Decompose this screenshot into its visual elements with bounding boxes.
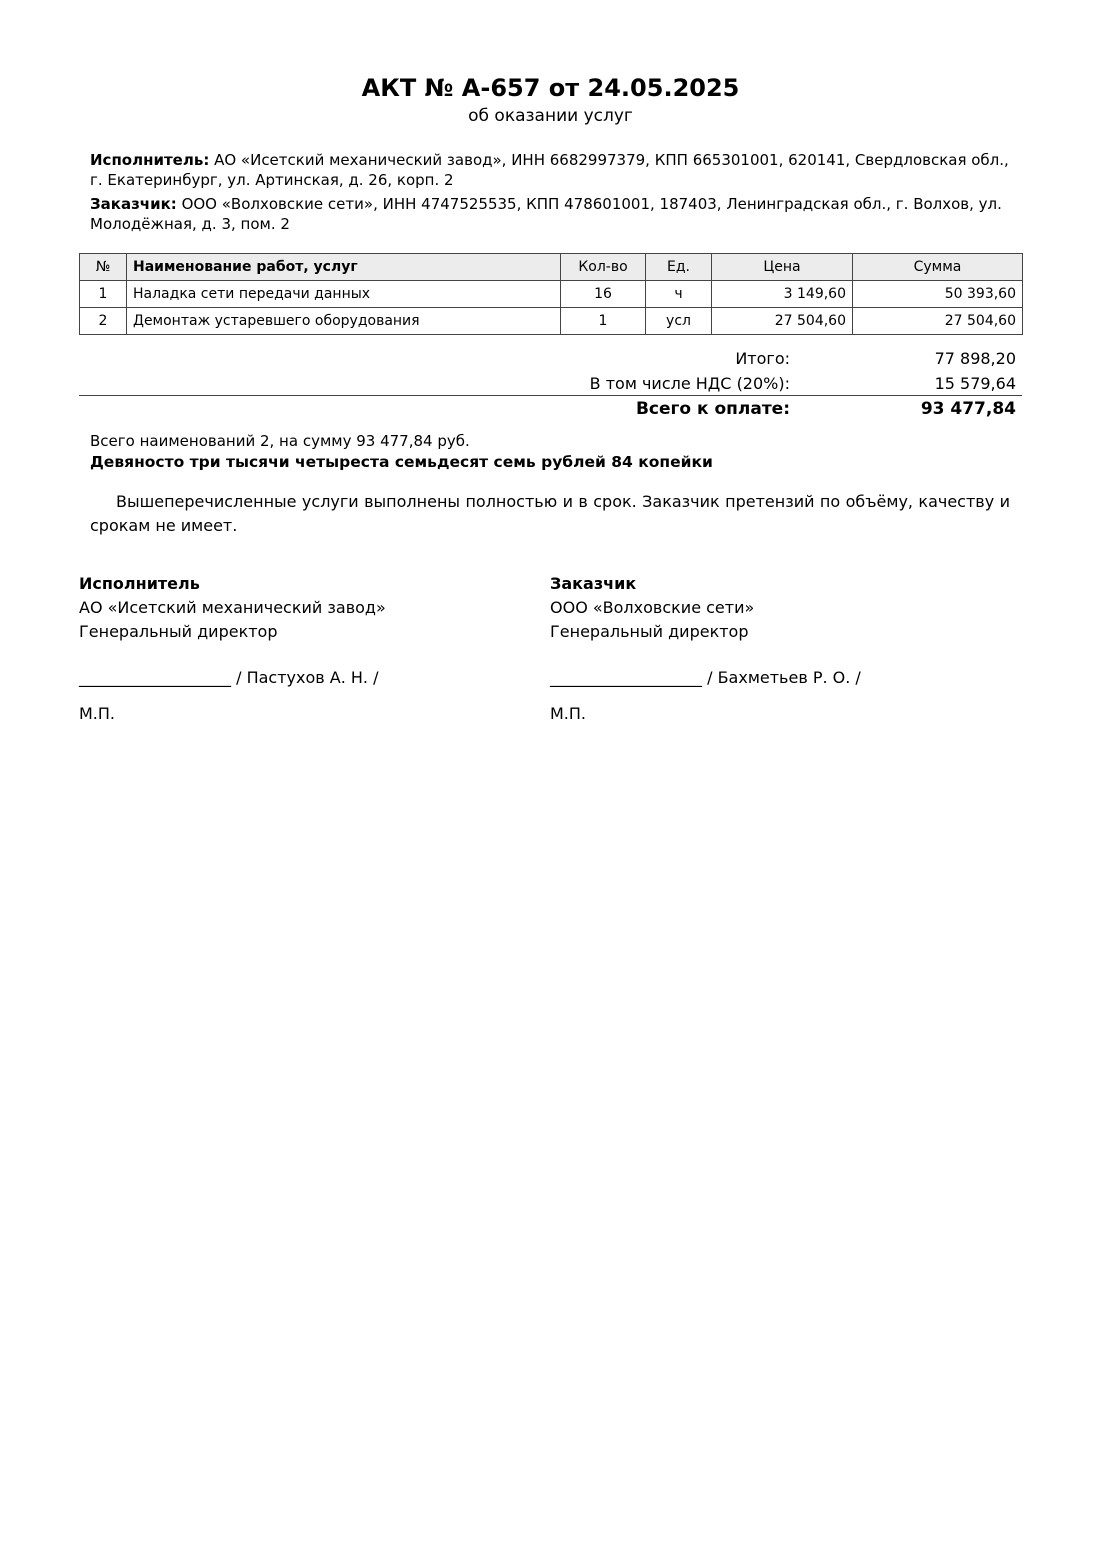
row-name: Демонтаж устаревшего оборудования (127, 308, 561, 335)
table-header-row (80, 254, 1023, 281)
row-sum: 50 393,60 (853, 281, 1023, 308)
col-header-name: Наименование работ, услуг (127, 254, 561, 281)
customer-sign-line: ___________________ / Бахметьев Р. О. / (550, 668, 861, 687)
executor-sign-heading: Исполнитель (79, 574, 200, 593)
customer-label: Заказчик: (90, 195, 177, 213)
services-table (79, 253, 1023, 335)
subtotal-label: Итого: (735, 349, 790, 368)
table-row (80, 281, 1023, 308)
executor-text: АО «Исетский механический завод», ИНН 6682997379, КПП 665301001, 620141, Свердловская обл., г. Екатеринбург, ул. Артинская, д. 26, корп. 2 (90, 151, 1009, 189)
items-count-line: Всего наименований 2, на сумму 93 477,84 руб. (90, 432, 470, 450)
row-number: 2 (80, 308, 127, 335)
subtotal-value: 77 898,20 (934, 349, 1016, 368)
row-sum: 27 504,60 (853, 308, 1023, 335)
executor-label: Исполнитель: (90, 151, 210, 169)
row-unit: усл (646, 308, 712, 335)
customer-text: ООО «Волховские сети», ИНН 4747525535, КПП 478601001, 187403, Ленинградская обл., г. Волхов, ул. Молодёжная, д. 3, пом. 2 (90, 195, 1002, 233)
executor-sign-org: АО «Исетский механический завод» (79, 598, 386, 617)
vat-label: В том числе НДС (20%): (589, 374, 790, 393)
customer-stamp-place: М.П. (550, 704, 587, 723)
row-number: 1 (80, 281, 127, 308)
customer-signature-block (550, 572, 990, 726)
customer-sign-heading: Заказчик (550, 574, 637, 593)
amount-in-words: Девяносто три тысячи четыреста семьдесят семь рублей 84 копейки (90, 453, 713, 471)
col-header-unit: Ед. (646, 254, 712, 281)
col-header-price: Цена (712, 254, 853, 281)
executor-sign-line: ___________________ / Пастухов А. Н. / (79, 668, 379, 687)
row-price: 3 149,60 (712, 281, 853, 308)
row-name: Наладка сети передачи данных (127, 281, 561, 308)
row-price: 27 504,60 (712, 308, 853, 335)
col-header-number: № (80, 254, 127, 281)
vat-value: 15 579,64 (934, 374, 1016, 393)
customer-sign-position: Генеральный директор (550, 622, 749, 641)
completion-statement: Вышеперечисленные услуги выполнены полностью и в срок. Заказчик претензий по объёму, качеству и срокам не имеет. (90, 492, 1010, 535)
executor-sign-position: Генеральный директор (79, 622, 278, 641)
col-header-sum: Сумма (853, 254, 1023, 281)
row-unit: ч (646, 281, 712, 308)
document-title: АКТ № А-657 от 24.05.2025 (361, 74, 740, 102)
grand-total-value: 93 477,84 (920, 399, 1016, 419)
row-qty: 1 (561, 308, 646, 335)
customer-sign-org: ООО «Волховские сети» (550, 598, 755, 617)
row-qty: 16 (561, 281, 646, 308)
grand-total-label: Всего к оплате: (635, 399, 790, 419)
executor-signature-block (79, 572, 519, 726)
totals-divider (79, 395, 1022, 396)
table-row (80, 308, 1023, 335)
customer-details (90, 194, 1020, 234)
executor-details (90, 150, 1020, 190)
document-subtitle: об оказании услуг (468, 106, 633, 126)
executor-stamp-place: М.П. (79, 704, 116, 723)
col-header-qty: Кол-во (561, 254, 646, 281)
